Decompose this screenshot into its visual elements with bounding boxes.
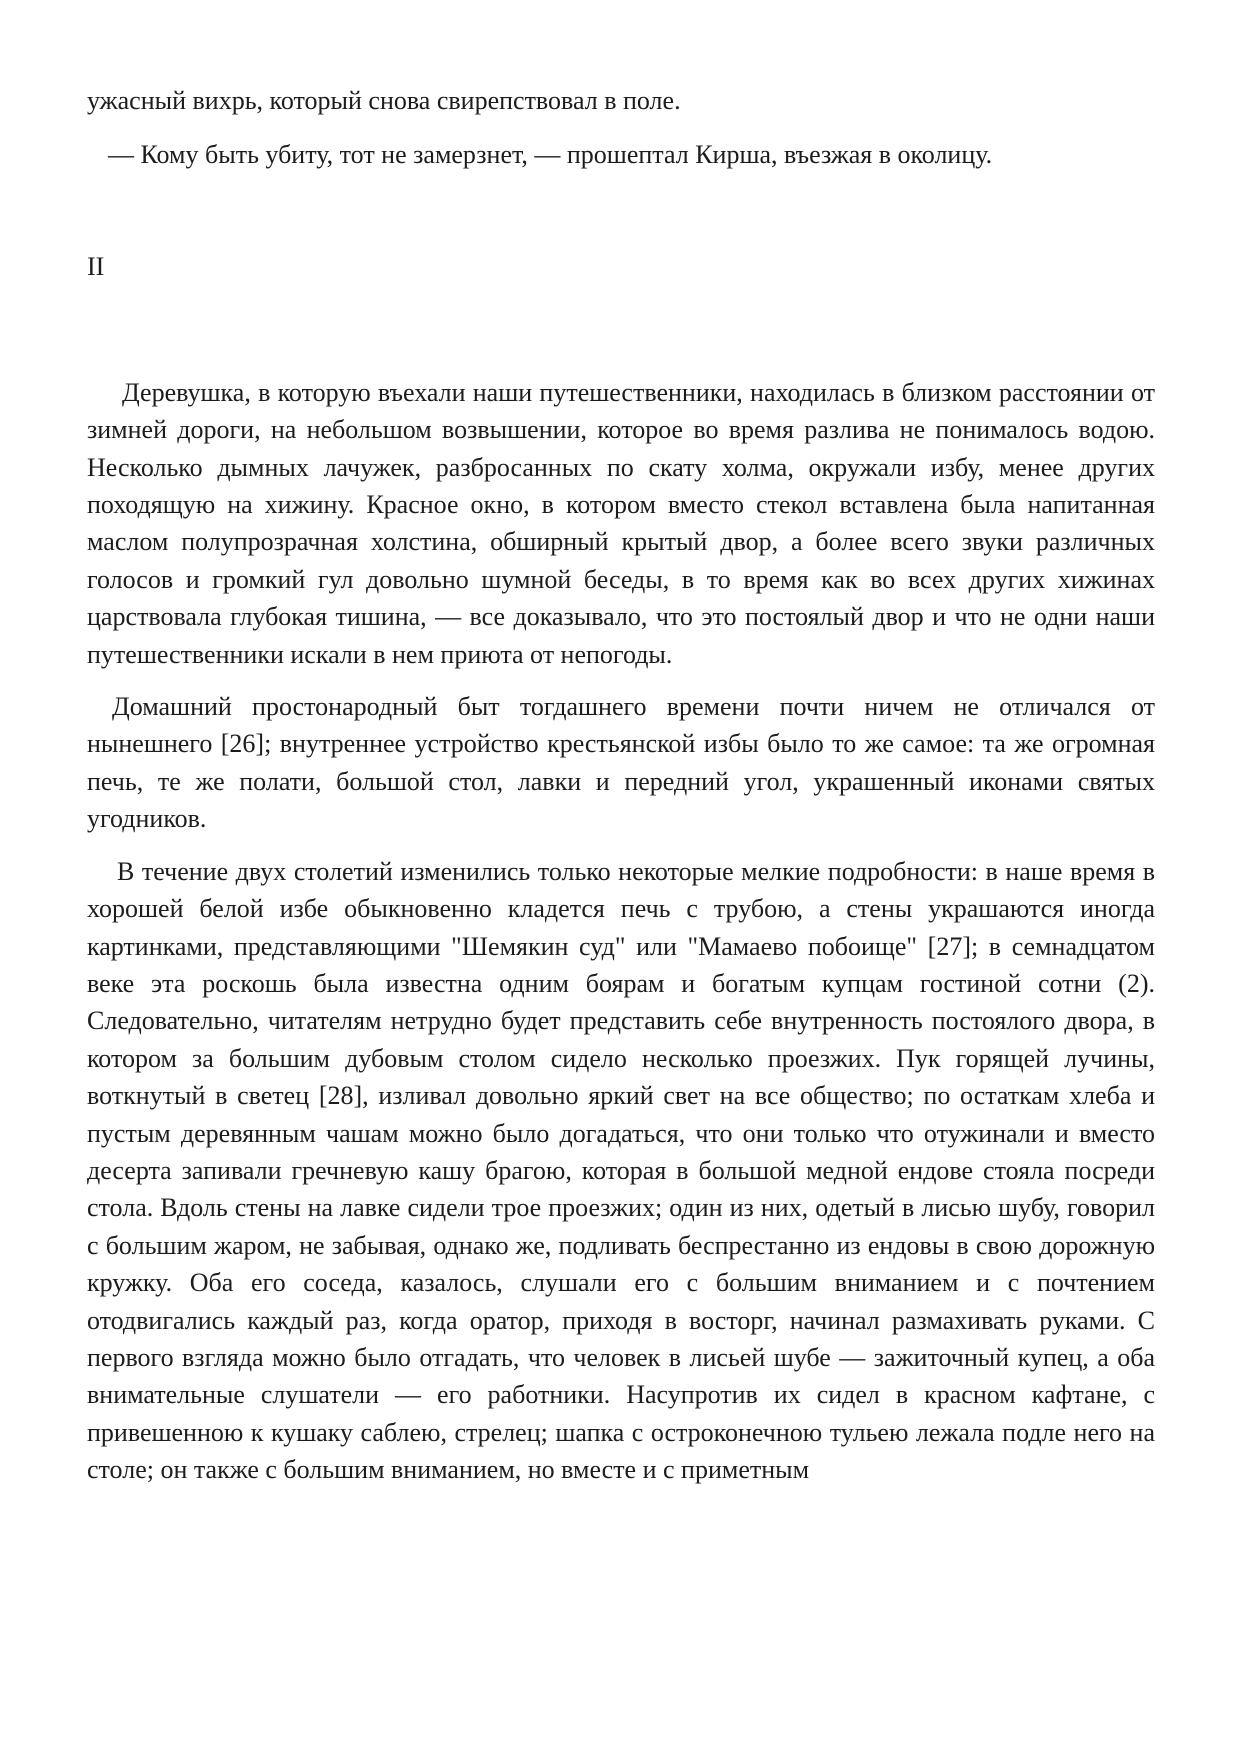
document-page: [87, 82, 1155, 1489]
dialog-line: — Кому быть убиту, тот не замерзнет, — прошептал Кирша, въезжая в околицу.: [108, 140, 993, 170]
paragraph: Домашний простонародный быт тогдашнего времени почти ничем не отличался от нынешнего [26]; внутреннее устройство крестьянской избы было то же самое: та же огромная печь, те же полати, большой стол, лавки и передний угол, украшенный иконами святых угодников.: [87, 692, 1155, 834]
paragraph: В течение двух столетий изменились только некоторые мелкие подробности: в наше время в хорошей белой избе обыкновенно кладется печь с трубою, а стены украшаются иногда картинками, представляющими "Шемякин суд" или "Мамаево побоище" [27]; в семнадцатом веке эта роскошь была известна одним боярам и богатым купцам гостиной сотни (2). Следовательно, читателям нетрудно будет представить себе внутренность постоялого двора, в котором за большим дубовым столом сидело несколько проезжих. Пук горящей лучины, воткнутый в светец [28], изливал довольно яркий свет на все общество; по остаткам хлеба и пустым деревянным чашам можно было догадаться, что они только что отужинали и вместо десерта запивали гречневую кашу брагою, которая в большой медной ендове стояла посреди стола. Вдоль стены на лавке сидели трое проезжих; один из них, одетый в лисью шубу, говорил с большим жаром, не забывая, однако же, подливать беспрестанно из ендовы в свою дорожную кружку. Оба его соседа, казалось, слушали его с большим вниманием и с почтением отодвигались каждый раз, когда оратор, приходя в восторг, начинал размахивать руками. С первого взгляда можно было отгадать, что человек в лисьей шубе — зажиточный купец, а оба внимательные слушатели — его работники. Насупротив их сидел в красном кафтане, с привешенною к кушаку саблею, стрелец; шапка с остроконечною тульею лежала подле него на столе; он также с большим вниманием, но вместе и с приметным: [87, 856, 1155, 1485]
paragraph: Деревушка, в которую въехали наши путешественники, находилась в близком расстоянии от зимней дороги, на небольшом возвышении, которое во время разлива не понималось водою. Несколько дымных лачужек, разбросанных по скату холма, окружали избу, менее других походящую на хижину. Красное окно, в котором вместо стекол вставлена была напитанная маслом полупрозрачная холстина, обширный крытый двор, а более всего звуки различных голосов и громкий гул довольно шумной беседы, в то время как во всех других хижинах царствовала глубокая тишина, — все доказывало, что это постоялый двор и что не одни наши путешественники искали в нем приюта от непогоды.: [87, 377, 1155, 669]
opening-line: ужасный вихрь, который снова свирепствовал в поле.: [87, 86, 681, 115]
chapter-heading: II: [87, 251, 105, 281]
